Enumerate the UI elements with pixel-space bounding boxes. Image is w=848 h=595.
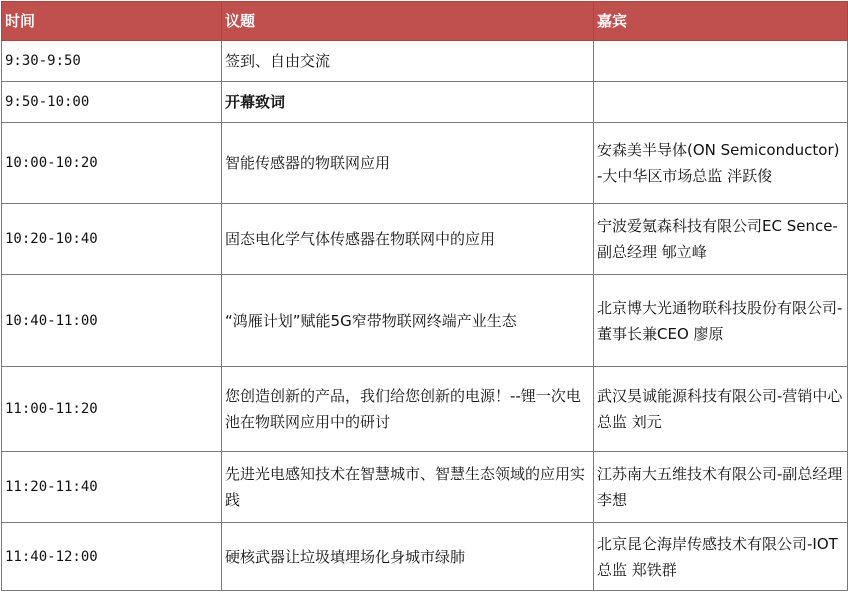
guest-cell: 北京昆仑海岸传感技术有限公司-IOT总监 郑铁群 bbox=[594, 523, 848, 591]
table-row bbox=[2, 204, 848, 275]
topic-cell: 您创造创新的产品，我们给您创新的电源！--锂一次电池在物联网应用中的研讨 bbox=[222, 367, 594, 452]
time-cell: 10:00-10:20 bbox=[2, 123, 222, 204]
guest-cell: 安森美半导体(ON Semiconductor)-大中华区市场总监 泮跃俊 bbox=[594, 123, 848, 204]
header-topic: 议题 bbox=[222, 2, 594, 41]
time-cell: 9:50-10:00 bbox=[2, 82, 222, 123]
topic-cell: 智能传感器的物联网应用 bbox=[222, 123, 594, 204]
guest-cell bbox=[594, 82, 848, 123]
time-cell: 11:00-11:20 bbox=[2, 367, 222, 452]
topic-cell: 硬核武器让垃圾填埋场化身城市绿肺 bbox=[222, 523, 594, 591]
guest-cell: 北京博大光通物联科技股份有限公司-董事长兼CEO 廖原 bbox=[594, 275, 848, 367]
time-cell: 10:20-10:40 bbox=[2, 204, 222, 275]
topic-cell: 签到、自由交流 bbox=[222, 41, 594, 82]
topic-cell: 先进光电感知技术在智慧城市、智慧生态领域的应用实践 bbox=[222, 452, 594, 523]
header-guest: 嘉宾 bbox=[594, 2, 848, 41]
table-row bbox=[2, 367, 848, 452]
table-row bbox=[2, 452, 848, 523]
topic-cell: 开幕致词 bbox=[222, 82, 594, 123]
table-row bbox=[2, 523, 848, 591]
table-row bbox=[2, 123, 848, 204]
topic-cell: “鸿雁计划”赋能5G窄带物联网终端产业生态 bbox=[222, 275, 594, 367]
time-cell: 11:40-12:00 bbox=[2, 523, 222, 591]
topic-cell: 固态电化学气体传感器在物联网中的应用 bbox=[222, 204, 594, 275]
table-row bbox=[2, 82, 848, 123]
agenda-table bbox=[1, 1, 848, 591]
time-cell: 9:30-9:50 bbox=[2, 41, 222, 82]
header-time: 时间 bbox=[2, 2, 222, 41]
header-row bbox=[2, 2, 848, 41]
guest-cell: 江苏南大五维技术有限公司-副总经理 李想 bbox=[594, 452, 848, 523]
time-cell: 10:40-11:00 bbox=[2, 275, 222, 367]
table-row bbox=[2, 41, 848, 82]
guest-cell: 武汉昊诚能源科技有限公司-营销中心总监 刘元 bbox=[594, 367, 848, 452]
table-row bbox=[2, 275, 848, 367]
time-cell: 11:20-11:40 bbox=[2, 452, 222, 523]
guest-cell: 宁波爱氪森科技有限公司EC Sence-副总经理 郇立峰 bbox=[594, 204, 848, 275]
guest-cell bbox=[594, 41, 848, 82]
